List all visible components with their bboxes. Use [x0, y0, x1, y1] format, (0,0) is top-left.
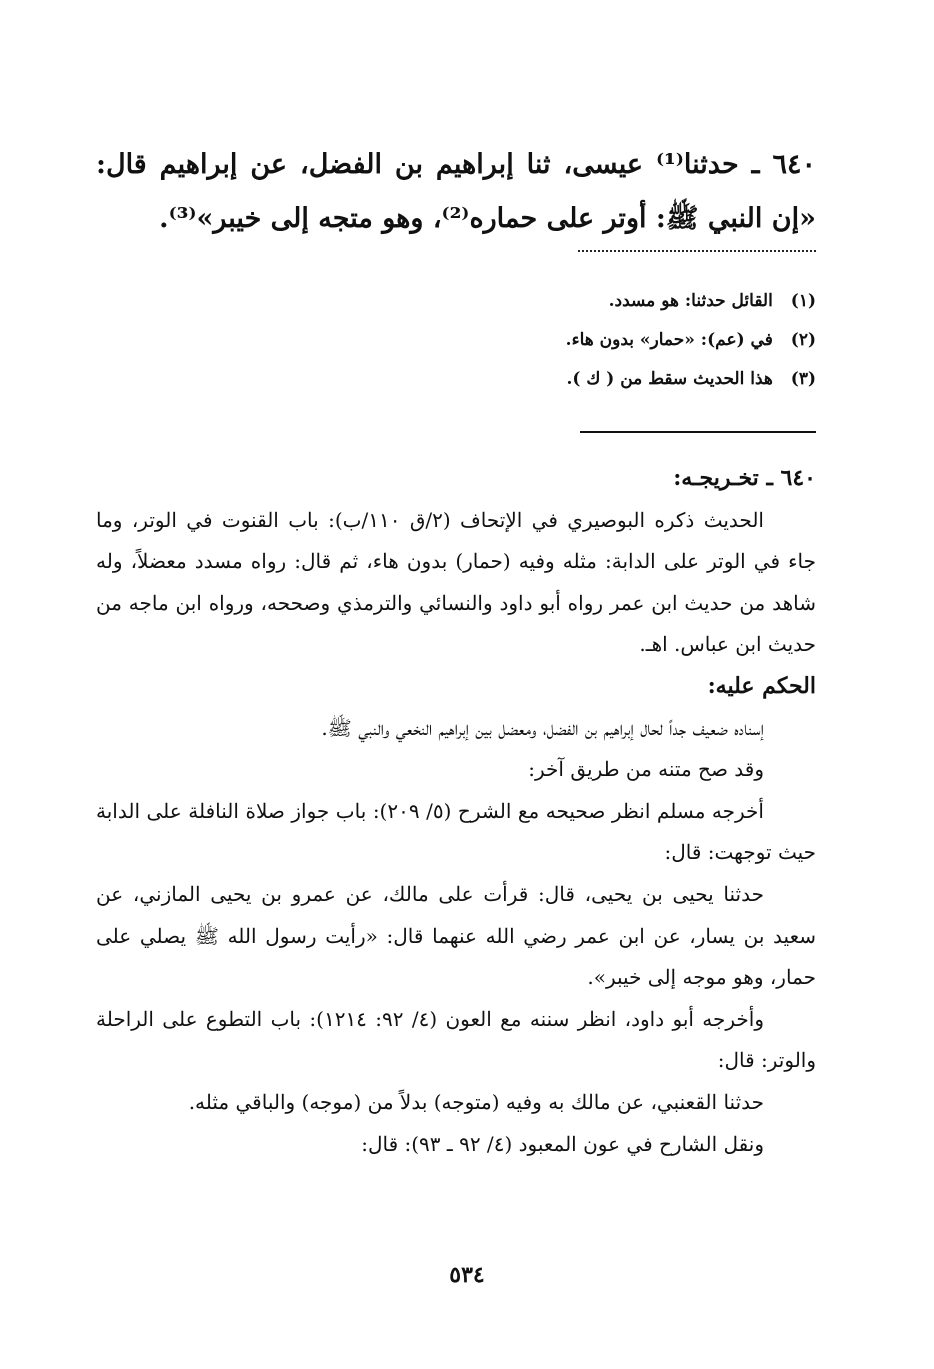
takhrij-paragraph-6: وأخرجه أبو داود، انظر سننه مع العون (٤/ ٩٢: ١٢١٤): باب التطوع على الراحلة والوتر: قال:	[96, 1006, 816, 1073]
takhrij-paragraph-4: أخرجه مسلم انظر صحيحه مع الشرح (٥/ ٢٠٩): باب جواز صلاة النافلة على الدابة حيث توجهت: قال:	[96, 798, 816, 865]
footnote-1	[96, 282, 816, 321]
hukm-heading: الحكم عليه:	[707, 672, 816, 699]
footnote-number: (٣)	[790, 369, 816, 389]
hadith-text-block	[96, 138, 816, 246]
page-number: ٥٣٤	[449, 1262, 485, 1288]
takhrij-paragraph-8: ونقل الشارح في عون المعبود (٤/ ٩٢ ـ ٩٣): قال:	[361, 1131, 764, 1156]
takhrij-section	[96, 458, 816, 1165]
footnote-text: القائل حدثنا: هو مسدد.	[608, 291, 773, 311]
hadith-paragraph	[96, 138, 816, 246]
hadith-number: ٦٤٠ ـ	[751, 149, 816, 180]
footnote-number: (٢)	[790, 330, 816, 350]
section-divider	[580, 431, 816, 433]
hukm-paragraph: إسناده ضعيف جداً لحال إبراهيم بن الفضل، ومعضل بين إبراهيم النخعي والنبي ﷺ.	[321, 715, 764, 740]
footnote-text: في (عم): «حمار» بدون هاء.	[565, 330, 773, 350]
takhrij-paragraph-5: حدثنا يحيى بن يحيى، قال: قرأت على مالك، عن عمرو بن يحيى المازني، عن سعيد بن يسار، عن ابن عمر رضي الله عنهما قال: «رأيت رسول الله ﷺ يصلي على حمار، وهو موجه إلى خيبر».	[96, 881, 816, 990]
footnote-separator-dots	[578, 250, 816, 256]
takhrij-paragraph-7: حدثنا القعنبي، عن مالك به وفيه (متوجه) بدلاً من (موجه) والباقي مثله.	[188, 1089, 764, 1114]
footnote-text: هذا الحديث سقط من ( ك ).	[566, 369, 773, 389]
footnote-3	[96, 360, 816, 399]
footnote-number: (١)	[790, 291, 816, 311]
hadith-body: حدثنا⁽¹⁾ عيسى، ثنا إبراهيم بن الفضل، عن إبراهيم قال: «إن النبي ﷺ: أوتر على حماره⁽²⁾، وهو متجه إلى خيبر»⁽³⁾.	[96, 149, 816, 234]
takhrij-paragraph-3: وقد صح متنه من طريق آخر:	[528, 757, 764, 782]
footnotes	[96, 282, 816, 399]
takhrij-paragraph-1: الحديث ذكره البوصيري في الإتحاف (٢/ق ١١٠/ب): باب القنوت في الوتر، وما جاء في الوتر على الدابة: مثله وفيه (حمار) بدون هاء، ثم قال: رواه مسدد معضلاً، وله شاهد من حديث ابن عمر رواه أبو داود والنسائي والترمذي وصححه، ورواه ابن ماجه من حديث ابن عباس. اهـ.	[96, 507, 816, 657]
footnote-2	[96, 321, 816, 360]
takhrij-heading: ٦٤٠ ـ تخـريجـه:	[673, 465, 816, 491]
